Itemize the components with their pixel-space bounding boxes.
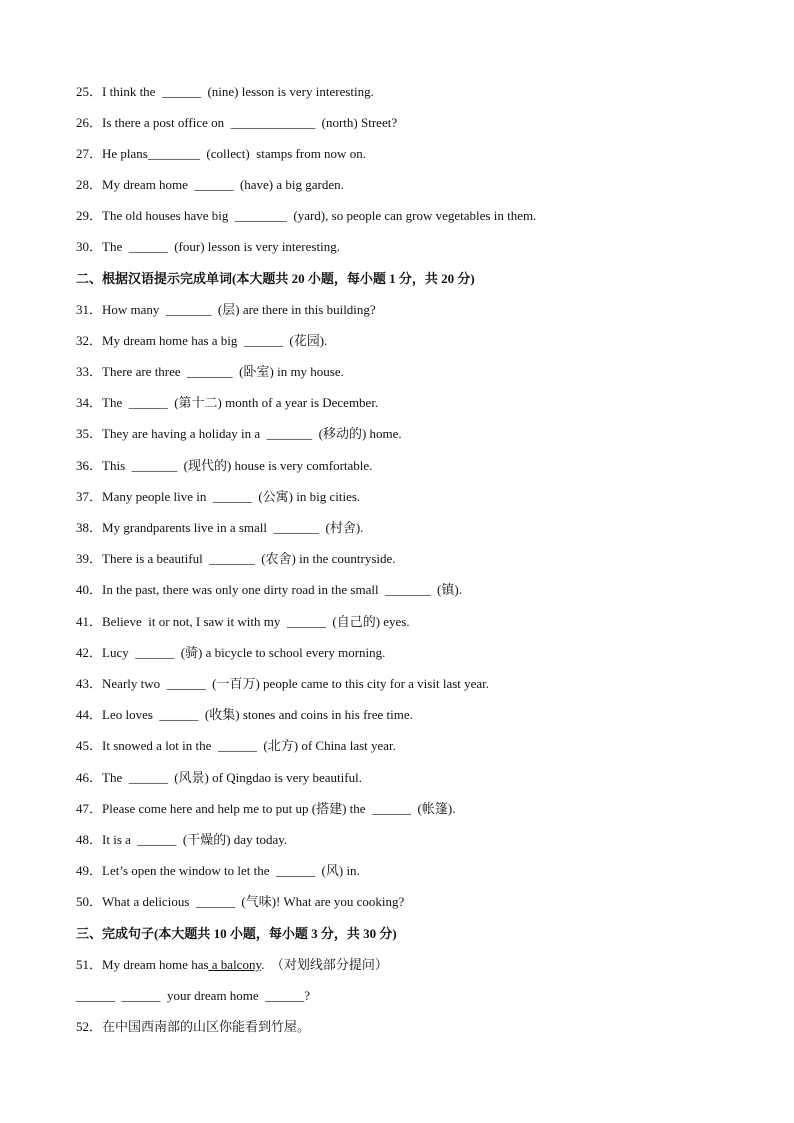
question-46: 46．The ______ (风景) of Qingdao is very beautiful. [76,770,362,785]
question-37: 37．Many people live in ______ (公寓) in big cities. [76,489,361,504]
question-49: 49．Let’s open the window to let the ______ (风) in. [76,863,360,878]
question-39: 39．There is a beautiful _______ (农舍) in the countryside. [76,551,396,566]
question-34: 34．The ______ (第十二) month of a year is December. [76,395,379,410]
question-31: 31．How many _______ (层) are there in this building? [76,302,376,317]
question-51: 51．My dream home has a balcony. （对划线部分提问） [76,957,388,972]
question-28: 28．My dream home ______ (have) a big garden. [76,177,344,192]
section-2-heading: 二、根据汉语提示完成单词(本大题共 20 小题，每小题 1 分，共 20 分) [76,271,475,286]
question-47: 47．Please come here and help me to put up (搭建) the ______ (帐篷). [76,801,456,816]
question-36: 36．This _______ (现代的) house is very comfortable. [76,458,373,473]
question-33: 33．There are three _______ (卧室) in my house. [76,364,344,379]
question-38: 38．My grandparents live in a small _______ (村舍). [76,520,364,535]
question-26: 26．Is there a post office on _____________ (north) Street? [76,115,398,130]
section-3-heading: 三、完成句子(本大题共 10 小题，每小题 3 分，共 30 分) [76,926,397,941]
question-43: 43．Nearly two ______ (一百万) people came to this city for a visit last year. [76,676,490,691]
question-51-answer-line: ______ ______ your dream home ______? [76,988,310,1003]
question-48: 48．It is a ______ (干燥的) day today. [76,832,288,847]
question-35: 35．They are having a holiday in a _______ (移动的) home. [76,426,402,441]
question-52: 52．在中国西南部的山区你能看到竹屋。 [76,1019,311,1034]
question-44: 44．Leo loves ______ (收集) stones and coins in his free time. [76,707,413,722]
question-50: 50．What a delicious ______ (气味)! What are you cooking? [76,894,405,909]
question-27: 27．He plans________ (collect) stamps from now on. [76,146,366,161]
question-29: 29．The old houses have big ________ (yard), so people can grow vegetables in them. [76,208,537,223]
question-30: 30．The ______ (four) lesson is very interesting. [76,239,340,254]
question-41: 41．Believe it or not, I saw it with my ______ (自己的) eyes. [76,614,410,629]
question-40: 40．In the past, there was only one dirty road in the small _______ (镇). [76,582,462,597]
question-45: 45．It snowed a lot in the ______ (北方) of China last year. [76,738,396,753]
underlined-phrase: a balcony [208,957,262,972]
question-25: 25．I think the ______ (nine) lesson is very interesting. [76,84,374,99]
question-42: 42．Lucy ______ (骑) a bicycle to school every morning. [76,645,386,660]
question-32: 32．My dream home has a big ______ (花园). [76,333,328,348]
